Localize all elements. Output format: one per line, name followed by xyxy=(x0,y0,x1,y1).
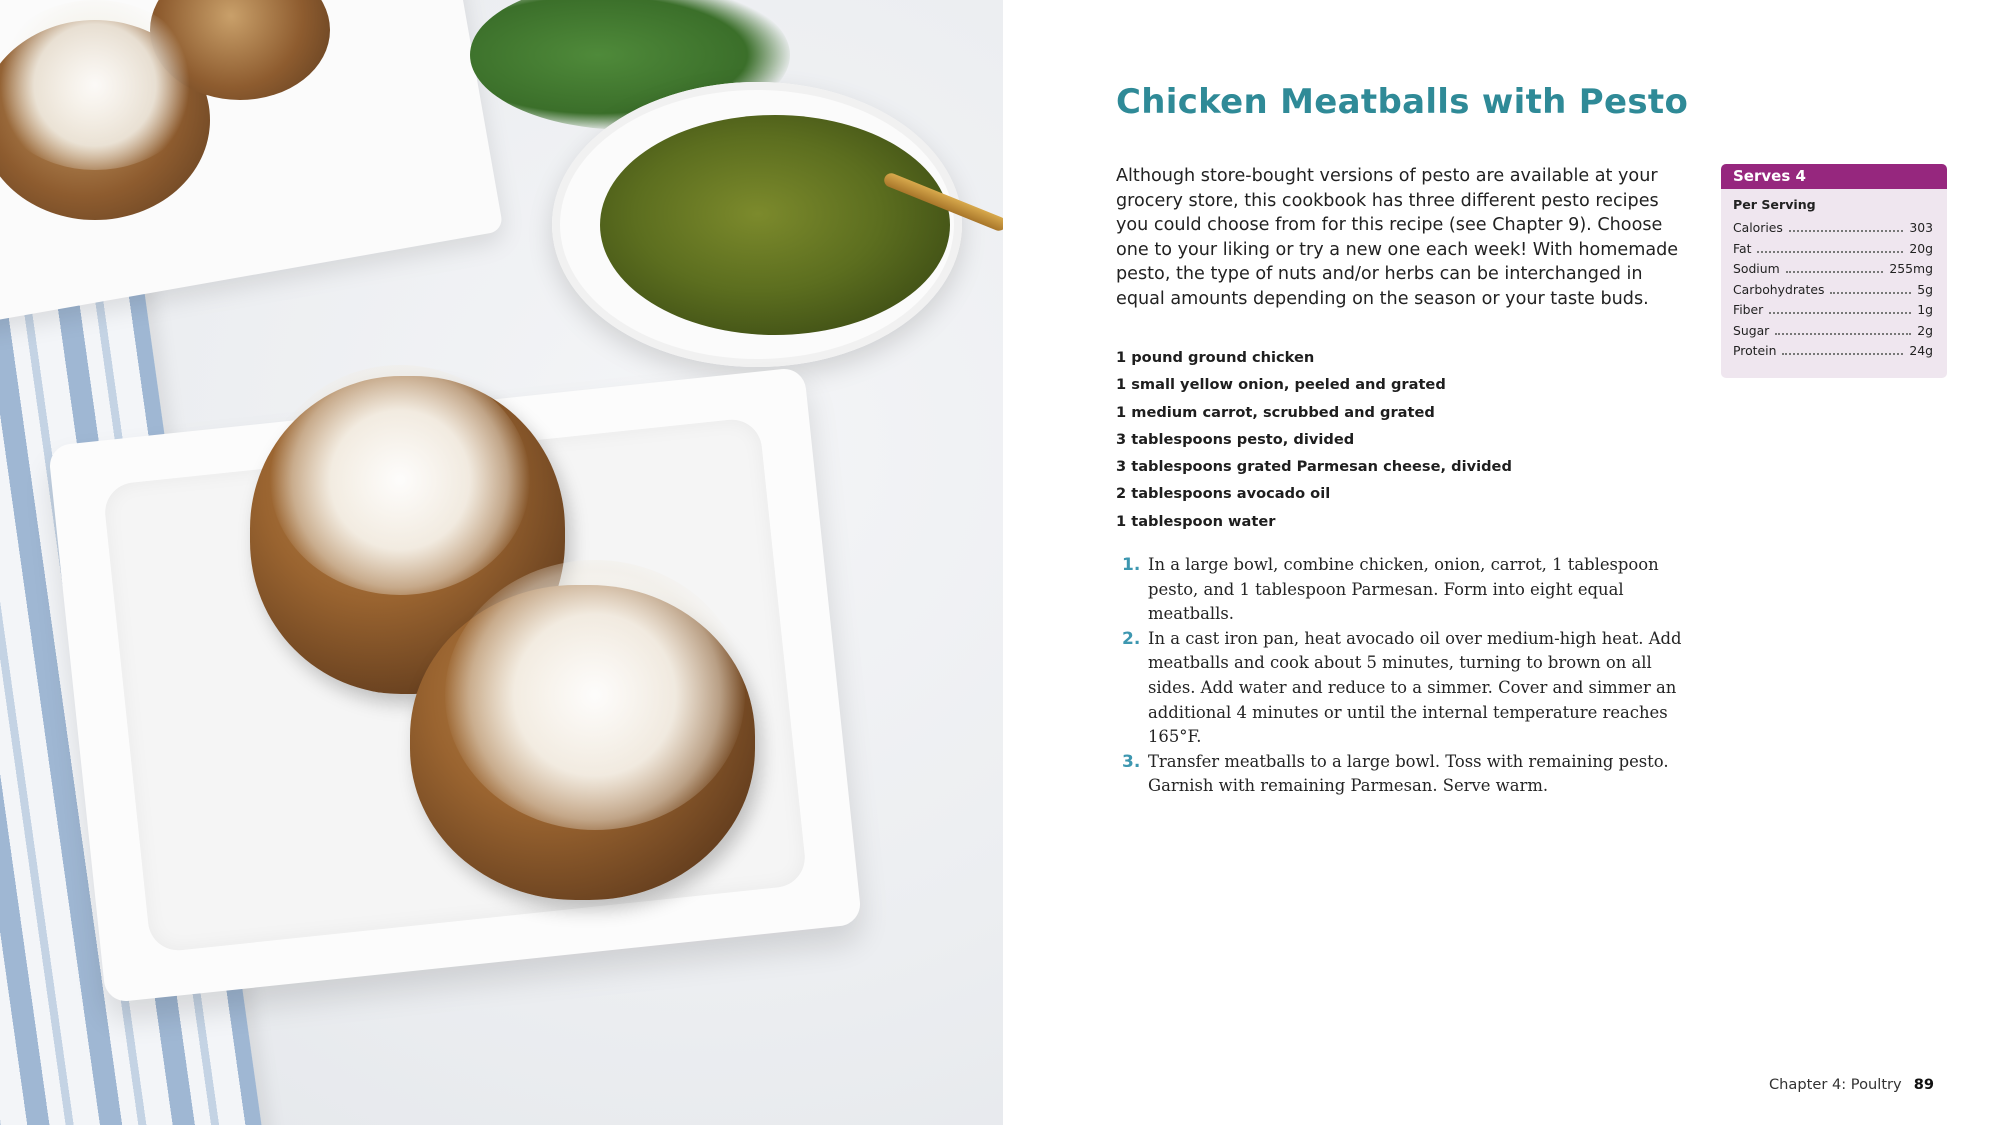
ingredient-item: 3 tablespoons pesto, divided xyxy=(1116,430,1355,448)
page-footer xyxy=(1769,1076,1934,1093)
nutrient-value: 2g xyxy=(1917,322,1933,338)
nutrition-box xyxy=(1721,164,1947,378)
ingredient-item: 1 pound ground chicken xyxy=(1116,349,1315,366)
step-number: 2. xyxy=(1122,628,1141,649)
nutrient-label: Calories xyxy=(1733,220,1783,235)
ingredient-item: 1 tablespoon water xyxy=(1116,512,1276,530)
nutrient-label: Fiber xyxy=(1733,302,1764,317)
recipe-title: Chicken Meatballs with Pesto xyxy=(1116,82,1689,122)
nutrient-value: 20g xyxy=(1909,240,1933,256)
nutrient-value: 1g xyxy=(1917,302,1933,317)
instructions-list xyxy=(1116,553,1696,799)
step-number: 1. xyxy=(1122,555,1141,575)
servings-header: Serves 4 xyxy=(1721,164,1947,189)
nutrition-row xyxy=(1733,280,1933,301)
nutrition-row xyxy=(1733,300,1933,321)
step-text: In a cast iron pan, heat avocado oil over medium-high heat. Add meatballs and cook about 5 minutes, turning to brown on all sides. Add water and reduce to a simmer. Cover and simmer an additional 4 minutes or until the internal temperature reaches 165°F. xyxy=(1148,628,1682,747)
nutrient-label: Protein xyxy=(1733,343,1777,358)
ingredient-item: 3 tablespoons grated Parmesan cheese, divided xyxy=(1116,458,1512,476)
ingredient-item: 1 small yellow onion, peeled and grated xyxy=(1116,376,1446,394)
nutrient-label: Sodium xyxy=(1733,261,1780,276)
pesto-sauce xyxy=(600,115,950,335)
per-serving-label: Per Serving xyxy=(1733,197,1816,212)
nutrient-value: 5g xyxy=(1917,281,1933,297)
instruction-step xyxy=(1116,627,1696,750)
step-number: 3. xyxy=(1122,751,1141,772)
parmesan-topping xyxy=(445,560,745,830)
nutrition-row xyxy=(1733,218,1933,239)
nutrition-row xyxy=(1733,239,1933,260)
nutrition-row xyxy=(1733,321,1933,342)
nutrient-label: Sugar xyxy=(1733,322,1770,338)
ingredient-item: 1 medium carrot, scrubbed and grated xyxy=(1116,403,1435,421)
step-text: In a large bowl, combine chicken, onion, carrot, 1 tablespoon pesto, and 1 tablespoon Parmesan. Form into eight equal meatballs. xyxy=(1148,555,1659,624)
parmesan-topping xyxy=(270,365,530,595)
instruction-step xyxy=(1116,750,1696,799)
page-number: 89 xyxy=(1913,1076,1934,1093)
ingredients-list xyxy=(1116,344,1512,535)
ingredient-item: 2 tablespoons avocado oil xyxy=(1116,485,1331,503)
nutrient-label: Carbohydrates xyxy=(1733,281,1825,297)
nutrient-value: 255mg xyxy=(1889,261,1933,276)
nutrition-row xyxy=(1733,341,1933,362)
nutrition-row xyxy=(1733,259,1933,280)
chapter-label: Chapter 4: Poultry xyxy=(1768,1076,1902,1093)
nutrient-value: 24g xyxy=(1909,343,1933,358)
nutrient-value: 303 xyxy=(1909,220,1933,235)
instruction-step xyxy=(1116,553,1696,627)
step-text: Transfer meatballs to a large bowl. Toss with remaining pesto. Garnish with remaining Parmesan. Serve warm. xyxy=(1148,751,1669,796)
nutrient-label: Fat xyxy=(1733,240,1752,256)
recipe-intro: Although store-bought versions of pesto are available at your grocery store, this cookbook has three different pesto recipes you could choose from for this recipe (see Chapter 9). Choose one to your liking or try a new one each week! With homemade pesto, the type of nuts and/or herbs can be interchanged in equal amounts depending on the season or your taste buds. xyxy=(1116,166,1679,309)
